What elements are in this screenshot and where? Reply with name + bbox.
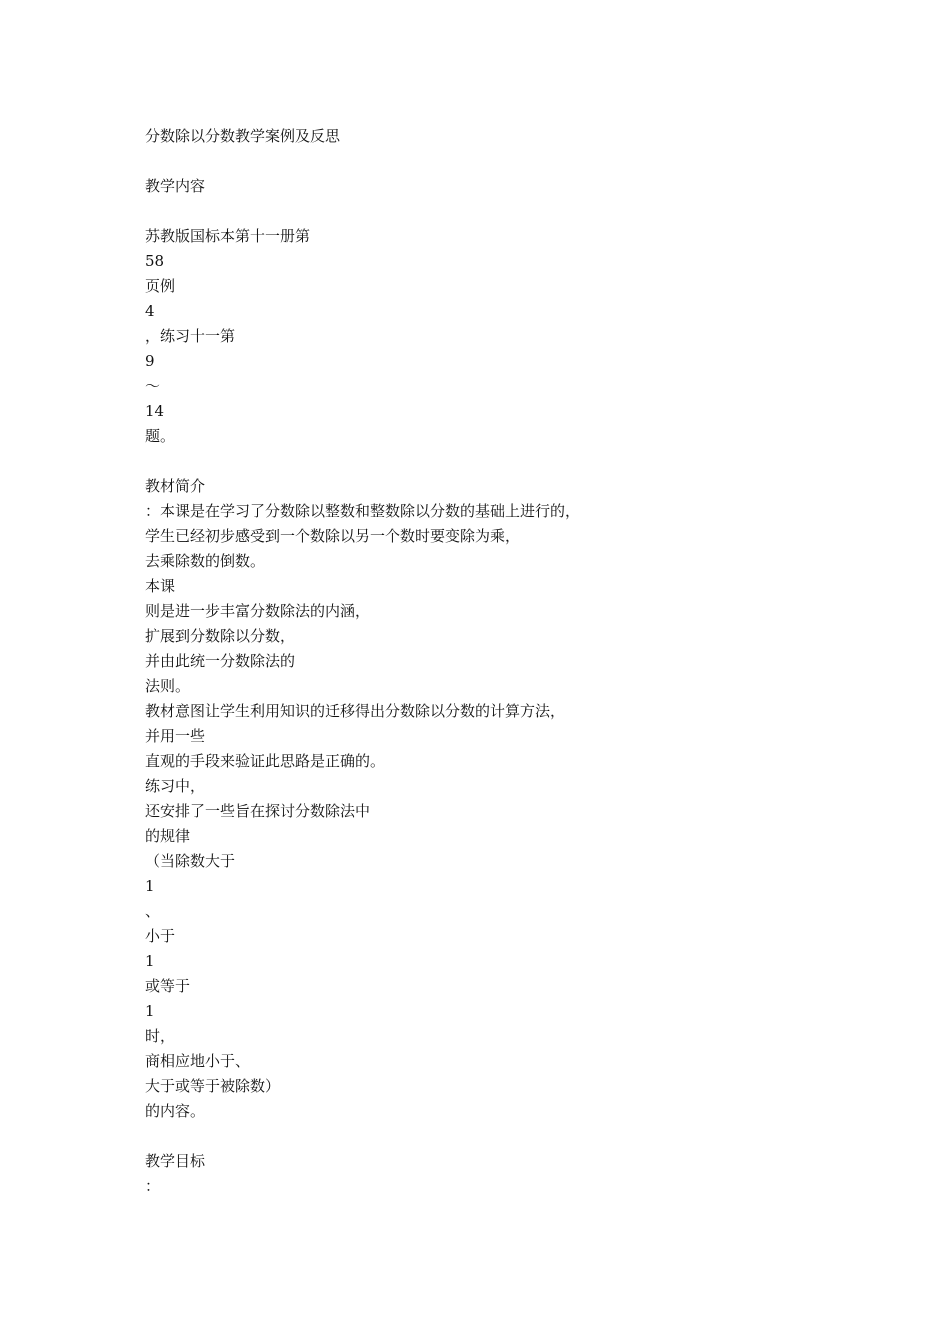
intro-line: 大于或等于被除数） (145, 1077, 281, 1095)
content-line: 题。 (145, 427, 176, 445)
intro-line: 法则。 (145, 677, 191, 695)
intro-line: 直观的手段来验证此思路是正确的。 (145, 752, 386, 770)
spacer (145, 199, 905, 224)
content-line: 苏教版国标本第十一册第 (145, 227, 311, 245)
intro-line: 、 (145, 902, 161, 920)
content-line: 4 (145, 302, 155, 320)
spacer (145, 449, 905, 474)
intro-line: 练习中， (145, 777, 206, 795)
content-line: 页例 (145, 277, 176, 295)
intro-line: 还安排了一些旨在探讨分数除法中 (145, 802, 371, 820)
section-heading-intro: 教材简介 (145, 477, 206, 495)
content-line: ～ (145, 377, 161, 395)
intro-line: 或等于 (145, 977, 191, 995)
intro-line: 并用一些 (145, 727, 206, 745)
intro-line: 1 (145, 877, 155, 895)
intro-line: 1 (145, 952, 155, 970)
intro-line: 本课 (145, 577, 176, 595)
content-line: 9 (145, 352, 155, 370)
spacer (145, 149, 905, 174)
content-line: ，练习十一第 (145, 327, 236, 345)
content-line: 58 (145, 252, 165, 270)
document-page (145, 124, 905, 1199)
intro-line: 去乘除数的倒数。 (145, 552, 266, 570)
intro-line: 并由此统一分数除法的 (145, 652, 296, 670)
intro-line: 小于 (145, 927, 176, 945)
document-title: 分数除以分数教学案例及反思 (145, 127, 341, 145)
section-heading-content: 教学内容 (145, 177, 206, 195)
spacer (145, 1124, 905, 1149)
content-line: 14 (145, 402, 165, 420)
intro-line: 学生已经初步感受到一个数除以另一个数时要变除为乘， (145, 527, 521, 545)
intro-line: 扩展到分数除以分数， (145, 627, 296, 645)
intro-line: 时， (145, 1027, 176, 1045)
section-heading-goals: 教学目标 (145, 1152, 206, 1170)
intro-line: 教材意图让学生利用知识的迁移得出分数除以分数的计算方法， (145, 702, 566, 720)
intro-line: 的规律 (145, 827, 191, 845)
intro-line: 则是进一步丰富分数除法的内涵， (145, 602, 371, 620)
intro-line: 的内容。 (145, 1102, 206, 1120)
intro-line: 1 (145, 1002, 155, 1020)
intro-line: ：本课是在学习了分数除以整数和整数除以分数的基础上进行的， (145, 502, 581, 520)
intro-line: （当除数大于 (145, 852, 236, 870)
intro-line: 商相应地小于、 (145, 1052, 251, 1070)
goals-line: ： (145, 1177, 161, 1195)
